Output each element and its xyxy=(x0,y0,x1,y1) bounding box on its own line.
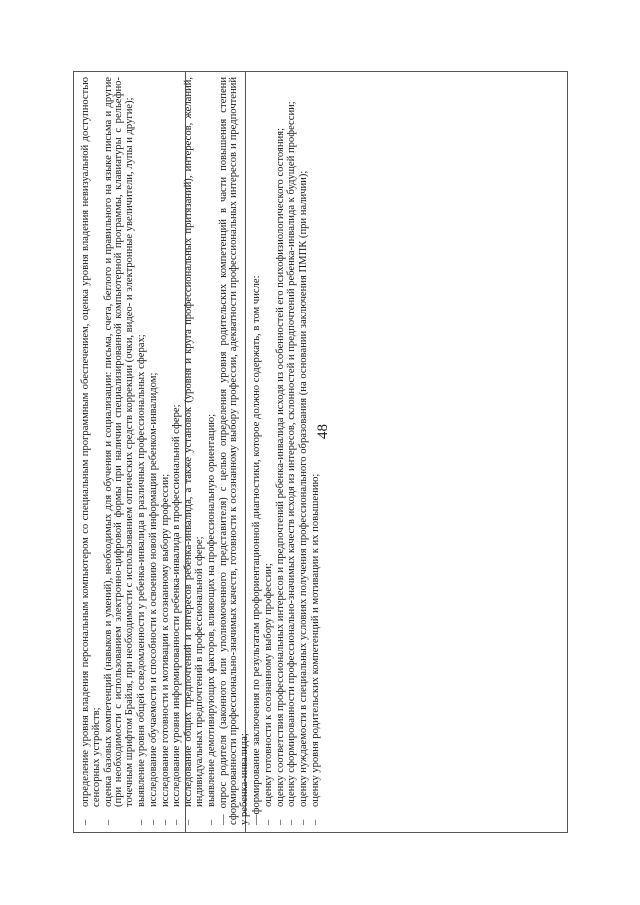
list-item-text: формирование заключения по результатам профориентационной диагностики, которое должно содержать, в том числе: xyxy=(250,275,262,815)
list-marker: – xyxy=(80,819,91,825)
list-item-text: оценку сформированности профессионально-значимых качеств исходя из интересов, склонностей и предпочтений ребенка-инвалида к будущей профессии; xyxy=(286,101,298,807)
list-marker: – xyxy=(171,819,183,825)
list-item xyxy=(172,77,183,825)
list-item xyxy=(184,77,206,825)
list-marker: – xyxy=(102,819,114,825)
list-marker: – xyxy=(309,819,321,825)
list-marker: – xyxy=(159,819,171,825)
list-marker: — xyxy=(250,814,262,825)
list-item xyxy=(287,77,298,825)
list-item-text: исследование обучаемости и способности к освоению новой информации ребенком-инвалидом; xyxy=(147,372,159,807)
list-item-text: определение уровня владения персональным компьютером со специальным программным обеспечением, оценка уровня владения невизуальной доступностью сенсорных устройств; xyxy=(80,77,102,807)
list-item xyxy=(264,77,275,825)
list-marker: – xyxy=(147,819,159,825)
list-item xyxy=(137,77,148,825)
list-item-text: оценку нуждаемости в специальных условиях получения профессионального образования (на основании заключения ПМПК (при наличии); xyxy=(298,170,310,807)
list-marker: – xyxy=(205,819,217,825)
requirements-column xyxy=(80,77,321,825)
list-item-text: оценку готовности к осознанному выбору профессии; xyxy=(262,563,274,807)
list-item xyxy=(219,77,251,825)
page-number: 48 xyxy=(315,424,331,439)
list-item xyxy=(299,77,310,825)
list-item-text: исследование готовности и мотивации к осознанному выбору профессии; xyxy=(159,473,171,807)
list-item-text: опрос родителя (законного или уполномоченного представителя) с целью определения уровня родительских компетенций в части повышения степени сформированности профессионально-значимых качеств, готовности к осознанному выбору профессии, адекватности профессиональных интересов и предпочтений у ребенка-инвалида; xyxy=(217,77,251,825)
list-marker: — xyxy=(217,814,229,825)
list-marker: – xyxy=(298,819,310,825)
list-item-text: исследование общих предпочтений и интересов ребенка-инвалида, а также установок (уровня и круга профессиональных притязаний), интересов, желаний, индивидуальных предпочтений в профессиональной сфере; xyxy=(183,77,205,807)
list-item xyxy=(161,77,172,825)
list-marker: – xyxy=(262,819,274,825)
list-item xyxy=(149,77,160,825)
list-marker: – xyxy=(183,819,195,825)
list-item xyxy=(207,77,218,825)
list-item-text: оценку уровня родительских компетенций и мотивации к их повышению; xyxy=(309,473,321,807)
list-marker: – xyxy=(135,819,147,825)
list-item xyxy=(81,77,103,825)
list-item-text: оценка базовых компетенций (навыков и умений), необходимых для обучения и социализации: письма, счета, беглого и правильного на языке письма и другие (при необходимости с использованием электронно-цифровой формы при наличии специализированной компьютерной программы, клавиатуры с рельефно-точечным шрифтом Брайля, при необходимости с использованием оптических средств коррекции (очки, видео- и электронные увеличители, лупы и другие); xyxy=(102,77,136,807)
list-item xyxy=(104,77,136,825)
list-item-text: исследование уровня информированности ребенка-инвалида в профессиональной сфере; xyxy=(171,404,183,807)
list-item xyxy=(252,77,263,825)
list-item-text: оценку соответствия профессиональных интересов и предпочтений ребенка-инвалида исходя из особенностей его психофизиологического состояния; xyxy=(274,127,286,807)
list-item xyxy=(276,77,287,825)
list-item-text: выявление уровня общей осведомленности у ребенка-инвалида в различных профессиональных сферах; xyxy=(135,334,147,807)
list-marker: – xyxy=(286,819,298,825)
list-item xyxy=(311,77,322,825)
list-marker: – xyxy=(274,819,286,825)
list-item-text: выявление демотивирующих факторов, влияющих на профессиональную ориентацию; xyxy=(205,413,217,807)
rotated-table-content xyxy=(73,71,568,833)
